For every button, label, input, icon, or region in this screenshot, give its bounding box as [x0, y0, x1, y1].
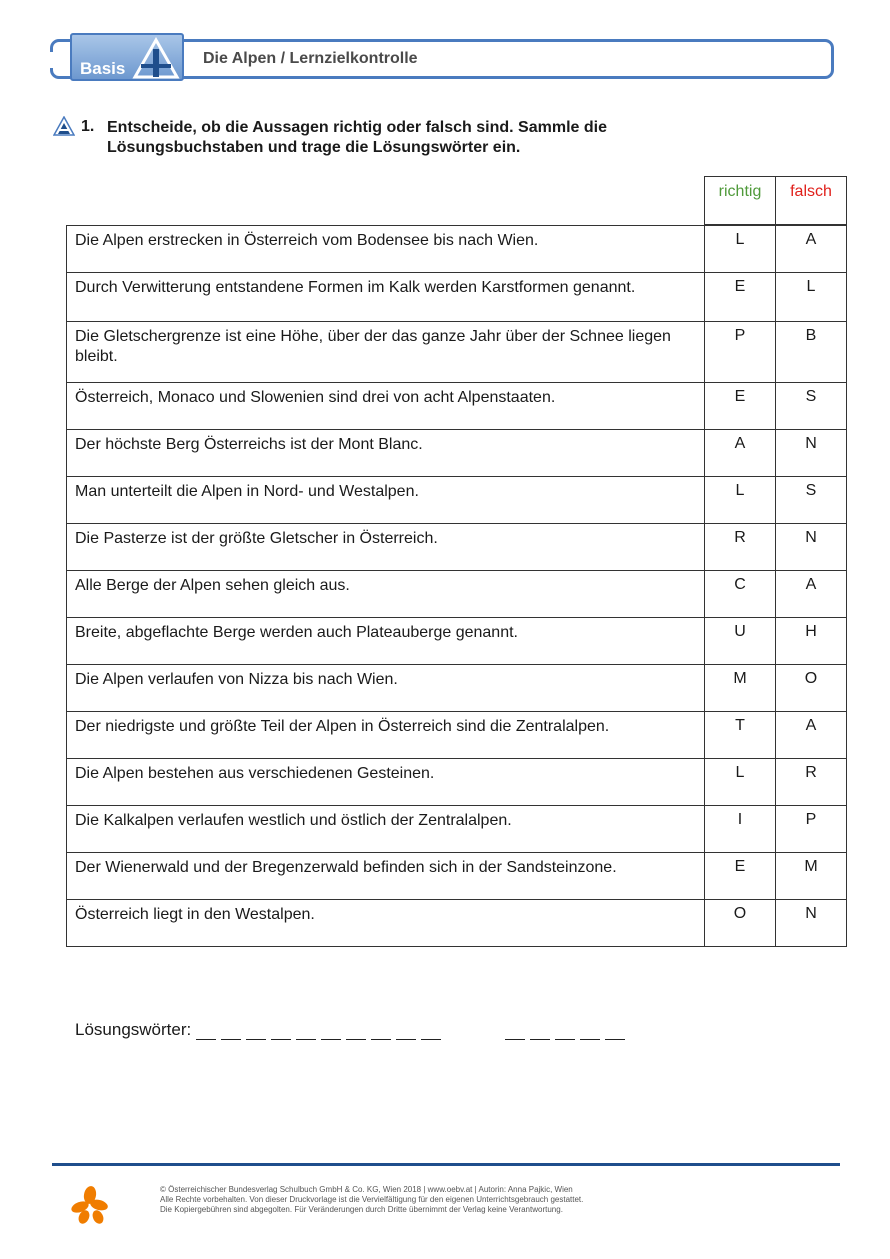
pyramid-icon — [132, 37, 180, 79]
table-row — [67, 524, 847, 571]
false-letter-cell[interactable]: S — [776, 383, 847, 430]
table-row — [67, 759, 847, 806]
statement-cell: Die Alpen verlaufen von Nizza bis nach Wien. — [67, 665, 705, 712]
true-letter-cell[interactable]: U — [705, 618, 776, 665]
basis-logo — [70, 33, 184, 81]
copyright-line-3: Die Kopiergebühren sind abgegolten. Für Veränderungen durch Dritte übernimmt der Verlag keine Verantwortung. — [160, 1205, 563, 1214]
letter-blank[interactable] — [246, 1021, 266, 1040]
statement-cell: Die Alpen bestehen aus verschiedenen Gesteinen. — [67, 759, 705, 806]
table-row — [67, 383, 847, 430]
solution-word-2[interactable] — [505, 1020, 630, 1040]
table-row — [67, 900, 847, 947]
true-letter-cell[interactable]: E — [705, 853, 776, 900]
false-letter-cell[interactable]: N — [776, 430, 847, 477]
true-letter-cell[interactable]: P — [705, 322, 776, 383]
level-pyramid-icon — [53, 116, 75, 136]
statement-cell: Die Alpen erstrecken in Österreich vom Bodensee bis nach Wien. — [67, 226, 705, 273]
true-letter-cell[interactable]: R — [705, 524, 776, 571]
table-row — [67, 322, 847, 383]
statement-cell: Durch Verwitterung entstandene Formen im Kalk werden Karstformen genannt. — [67, 273, 705, 322]
false-letter-cell[interactable]: H — [776, 618, 847, 665]
letter-blank[interactable] — [580, 1021, 600, 1040]
statement-cell: Österreich, Monaco und Slowenien sind drei von acht Alpenstaaten. — [67, 383, 705, 430]
letter-blank[interactable] — [346, 1021, 366, 1040]
true-letter-cell[interactable]: M — [705, 665, 776, 712]
true-letter-cell[interactable]: E — [705, 273, 776, 322]
column-header-true: richtig — [704, 176, 776, 225]
solution-label: Lösungswörter: — [75, 1020, 192, 1039]
copyright-notice — [160, 1185, 583, 1215]
table-row — [67, 806, 847, 853]
true-letter-cell[interactable]: L — [705, 759, 776, 806]
letter-blank[interactable] — [196, 1021, 216, 1040]
true-letter-cell[interactable]: L — [705, 226, 776, 273]
false-letter-cell[interactable]: M — [776, 853, 847, 900]
letter-blank[interactable] — [296, 1021, 316, 1040]
task-instruction: Entscheide, ob die Aussagen richtig oder falsch sind. Sammle die Lösungsbuchstaben und trage die Lösungswörter ein. — [107, 119, 607, 156]
true-letter-cell[interactable]: O — [705, 900, 776, 947]
statement-cell: Breite, abgeflachte Berge werden auch Plateauberge genannt. — [67, 618, 705, 665]
column-header-false: falsch — [775, 176, 847, 225]
false-letter-cell[interactable]: S — [776, 477, 847, 524]
letter-blank[interactable] — [421, 1021, 441, 1040]
letter-blank[interactable] — [605, 1021, 625, 1040]
false-letter-cell[interactable]: P — [776, 806, 847, 853]
task-number: 1. — [81, 118, 95, 135]
statement-cell: Die Pasterze ist der größte Gletscher in Österreich. — [67, 524, 705, 571]
false-letter-cell[interactable]: A — [776, 571, 847, 618]
table-row — [67, 853, 847, 900]
table-row — [67, 273, 847, 322]
true-letter-cell[interactable]: I — [705, 806, 776, 853]
statement-cell: Die Kalkalpen verlaufen westlich und östlich der Zentralalpen. — [67, 806, 705, 853]
true-letter-cell[interactable]: T — [705, 712, 776, 759]
true-letter-cell[interactable]: L — [705, 477, 776, 524]
letter-blank[interactable] — [396, 1021, 416, 1040]
statements-table — [66, 225, 847, 947]
statement-cell: Man unterteilt die Alpen in Nord- und Westalpen. — [67, 477, 705, 524]
true-letter-cell[interactable]: E — [705, 383, 776, 430]
header-frame-notch — [46, 52, 56, 68]
false-letter-cell[interactable]: N — [776, 524, 847, 571]
statement-cell: Alle Berge der Alpen sehen gleich aus. — [67, 571, 705, 618]
table-row — [67, 665, 847, 712]
true-letter-cell[interactable]: C — [705, 571, 776, 618]
solution-line — [75, 1020, 630, 1040]
copyright-line-1: © Österreichischer Bundesverlag Schulbuch GmbH & Co. KG, Wien 2018 | www.oebv.at | Autorin: Anna Pajkic, Wien — [160, 1185, 573, 1194]
letter-blank[interactable] — [505, 1021, 525, 1040]
copyright-line-2: Alle Rechte vorbehalten. Von dieser Druckvorlage ist die Vervielfältigung für den eigenen Unterrichtsgebrauch gestattet. — [160, 1195, 584, 1204]
statement-cell: Die Gletschergrenze ist eine Höhe, über der das ganze Jahr über der Schnee liegen bleibt. — [67, 322, 705, 383]
publisher-logo-icon — [70, 1183, 110, 1225]
solution-word-1[interactable] — [196, 1020, 446, 1040]
false-letter-cell[interactable]: L — [776, 273, 847, 322]
letter-blank[interactable] — [271, 1021, 291, 1040]
statement-cell: Österreich liegt in den Westalpen. — [67, 900, 705, 947]
table-row — [67, 712, 847, 759]
statement-cell: Der Wienerwald und der Bregenzerwald befinden sich in der Sandsteinzone. — [67, 853, 705, 900]
false-letter-cell[interactable]: B — [776, 322, 847, 383]
true-letter-cell[interactable]: A — [705, 430, 776, 477]
letter-blank[interactable] — [555, 1021, 575, 1040]
statement-cell: Der niedrigste und größte Teil der Alpen in Österreich sind die Zentralalpen. — [67, 712, 705, 759]
table-row — [67, 571, 847, 618]
table-row — [67, 226, 847, 273]
page-title: Die Alpen / Lernzielkontrolle — [203, 50, 418, 67]
false-letter-cell[interactable]: N — [776, 900, 847, 947]
statement-cell: Der höchste Berg Österreichs ist der Mont Blanc. — [67, 430, 705, 477]
footer-divider — [52, 1163, 840, 1166]
table-row — [67, 618, 847, 665]
letter-blank[interactable] — [221, 1021, 241, 1040]
false-letter-cell[interactable]: O — [776, 665, 847, 712]
table-row — [67, 430, 847, 477]
letter-blank[interactable] — [321, 1021, 341, 1040]
false-letter-cell[interactable]: R — [776, 759, 847, 806]
letter-blank[interactable] — [530, 1021, 550, 1040]
table-row — [67, 477, 847, 524]
false-letter-cell[interactable]: A — [776, 712, 847, 759]
basis-logo-label: Basis — [80, 59, 126, 78]
false-letter-cell[interactable]: A — [776, 226, 847, 273]
letter-blank[interactable] — [371, 1021, 391, 1040]
